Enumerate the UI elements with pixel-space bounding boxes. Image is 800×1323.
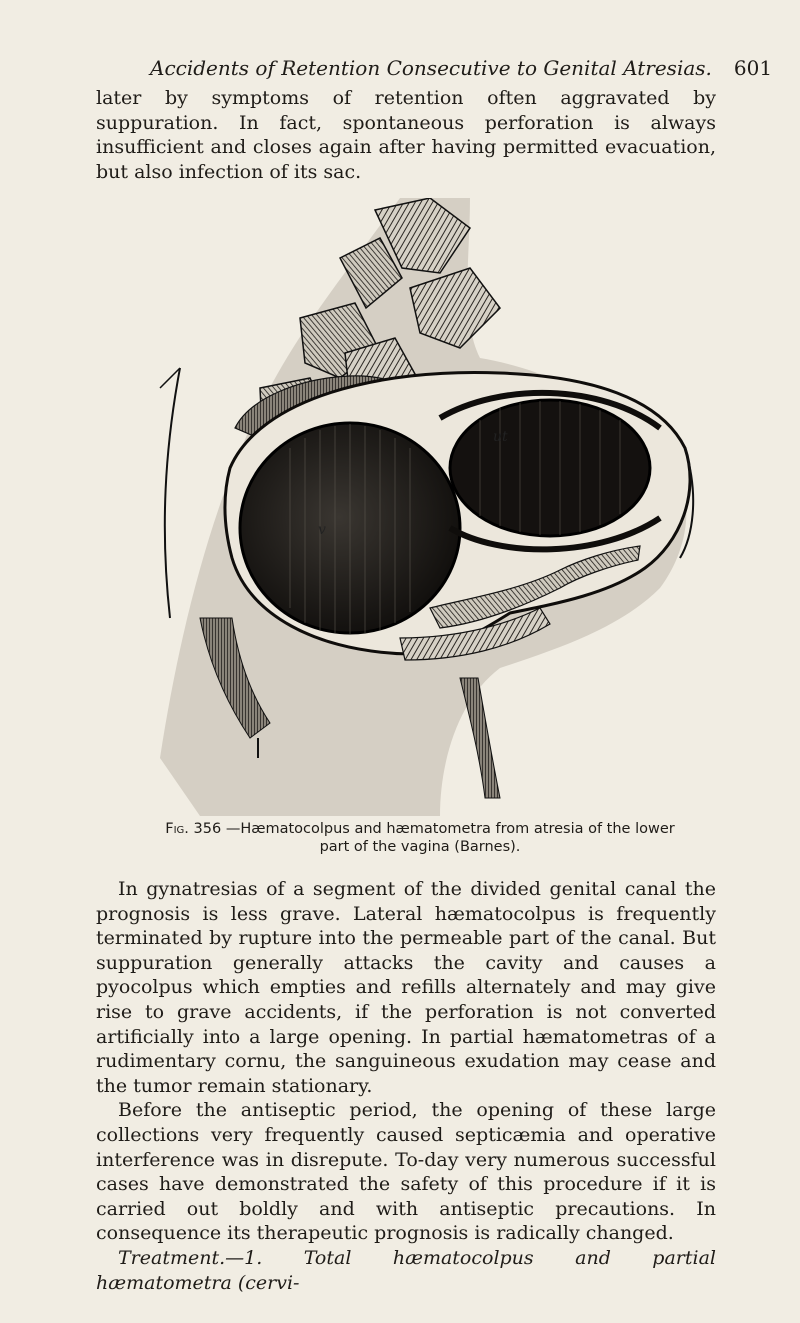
paragraph-treatment [96, 1246, 716, 1295]
abdominal-wall [165, 368, 180, 618]
caption-number: Fig. 356 [165, 821, 222, 837]
running-title: Accidents of Retention Consecutive to Genital Atresias. [150, 56, 712, 80]
treatment-text: —1. Total hæmatocolpus and partial hæmatometra (cervi- [96, 1246, 716, 1294]
paragraph-prognosis: In gynatresias of a segment of the divided genital canal the prognosis is less grave. Lateral hæmatocolpus is frequently terminated by rupture into the permeable part of the canal. But suppuration generally attacks the cavity and causes a pyocolpus which empties and refills alternately and may give rise to grave accidents, if the perforation is not converted artificially into a large opening. In partial hæmatometras of a rudimentary cornu, the sanguineous exudation may cease and the tumor remain stationary. [96, 878, 716, 1097]
page-number: 601 [733, 56, 773, 80]
label-v: v [318, 522, 326, 538]
treatment-label: Treatment. [118, 1246, 226, 1269]
haematocolpus-illustration [140, 198, 700, 816]
running-header [150, 56, 773, 80]
anatomical-figure [140, 198, 700, 816]
paragraph-antiseptic: Before the antiseptic period, the opening of these large collections very frequently caused septicæmia and operative interference was in disrepute. To-day very numerous successful cases have demonstrated the safety of this procedure if it is carried out boldly and with antiseptic precautions. In consequence its therapeutic prognosis is radically changed. [96, 1099, 716, 1245]
caption-text: —Hæmatocolpus and hæmatometra from atresia of the lower part of the vagina (Barnes). [225, 821, 675, 855]
label-ut: ut [493, 429, 508, 445]
figure-caption [150, 820, 690, 856]
paragraph-continued: later by symptoms of retention often aggravated by suppuration. In fact, spontaneous perforation is always insufficient and closes again after having permitted evacuation, but also infection of its sac. [96, 87, 716, 183]
perineum-lower [460, 678, 500, 798]
body-text [96, 877, 716, 1295]
opening-paragraph [96, 86, 716, 184]
